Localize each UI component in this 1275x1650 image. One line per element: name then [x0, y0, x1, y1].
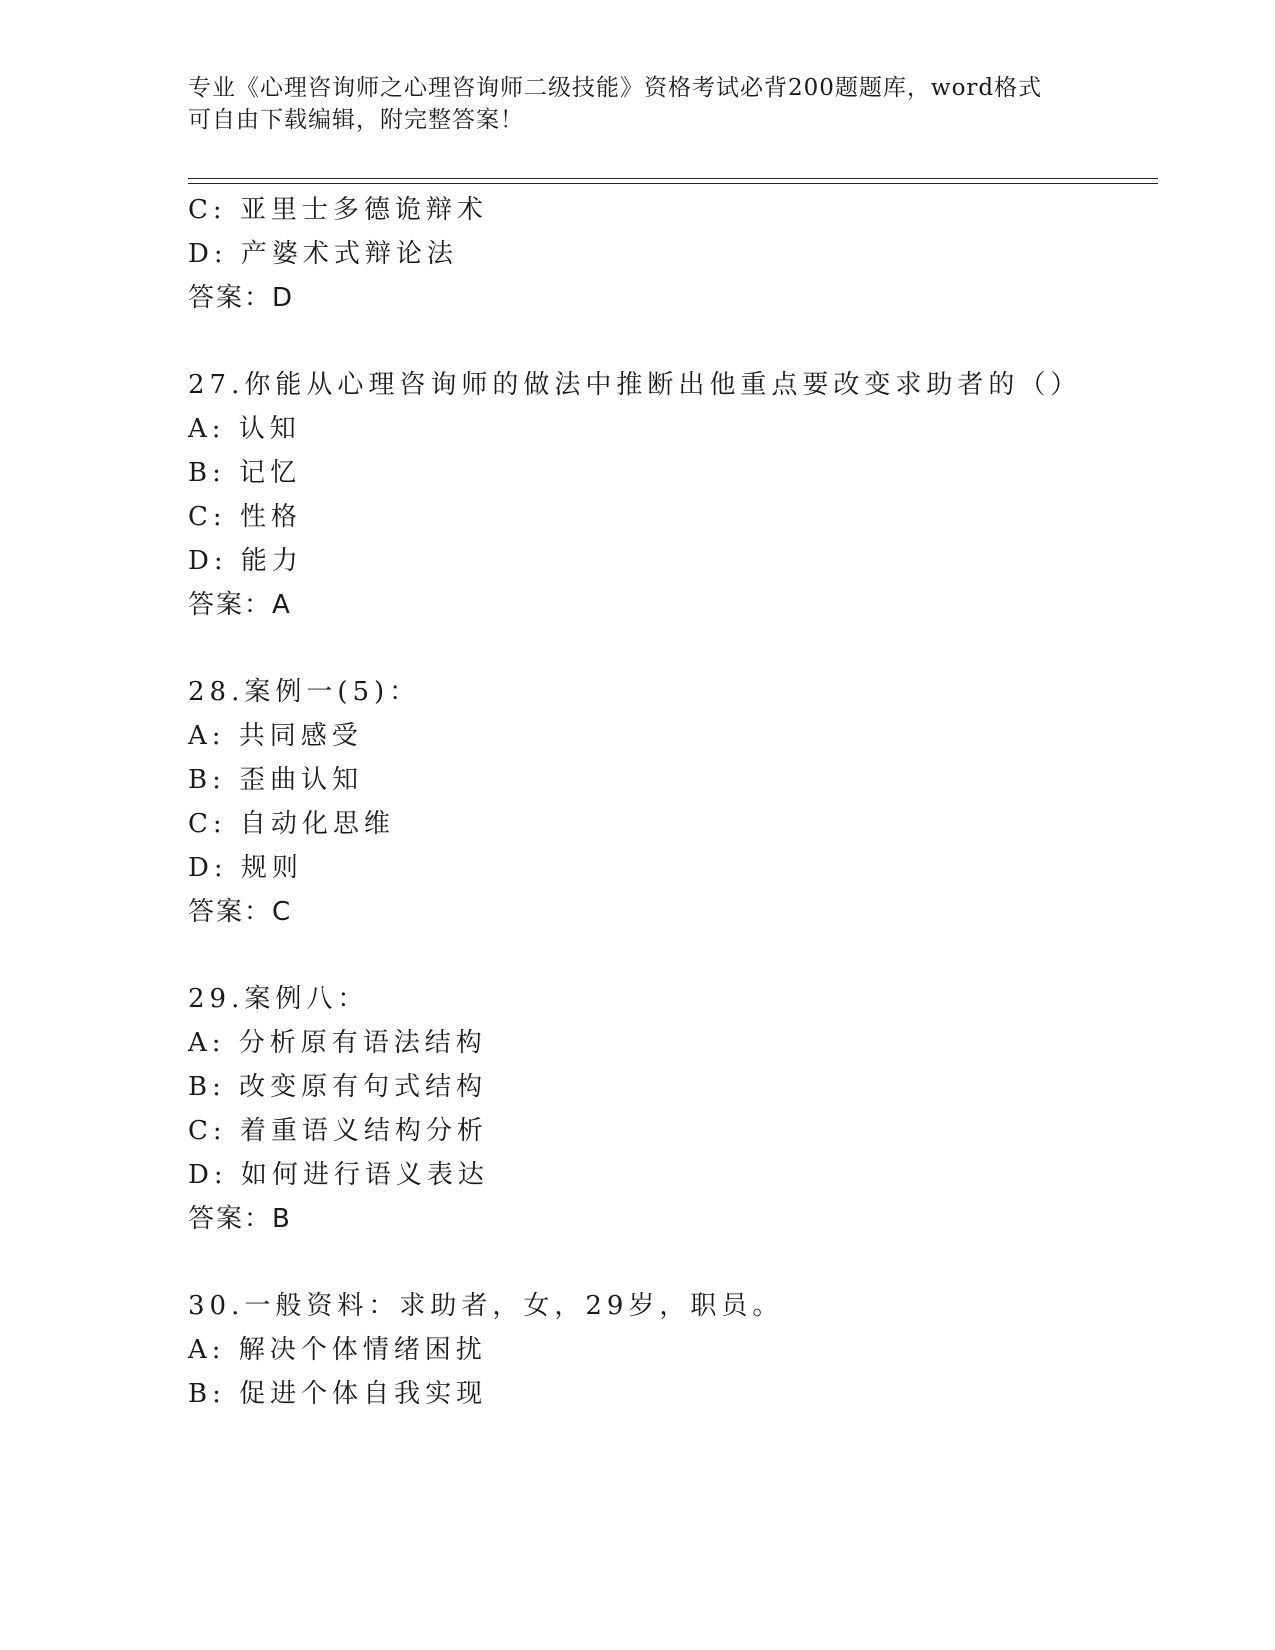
q28-option-c: C: 自动化思维: [188, 809, 395, 839]
q26-option-c: C: 亚里士多德诡辩术: [188, 195, 488, 225]
header-title-line-2: 可自由下载编辑，附完整答案！: [188, 107, 524, 133]
q29-stem: 29.案例八：: [188, 984, 369, 1014]
q28-stem: 28.案例一(5)：: [188, 677, 421, 707]
q27-option-d: D: 能力: [188, 546, 303, 576]
q27-option-a: A: 认知: [188, 414, 301, 444]
q30-option-b: B: 促进个体自我实现: [188, 1379, 488, 1409]
document-header: [188, 72, 1088, 136]
q28-answer: 答案：C: [188, 897, 293, 927]
q29-option-d: D: 如何进行语义表达: [188, 1160, 489, 1190]
q29-option-c: C: 着重语义结构分析: [188, 1116, 488, 1146]
q26-option-d: D: 产婆术式辩论法: [188, 239, 458, 269]
q30-stem: 30.一般资料：求助者，女，29岁，职员。: [188, 1291, 784, 1321]
q27-answer: 答案：A: [188, 590, 292, 620]
q29-option-b: B: 改变原有句式结构: [188, 1072, 488, 1102]
q27-stem: 27.你能从心理咨询师的做法中推断出他重点要改变求助者的（）: [188, 370, 1082, 400]
q29-answer: 答案：B: [188, 1204, 292, 1234]
header-divider-bottom: [188, 183, 1158, 184]
header-divider-top: [188, 178, 1158, 179]
q30-option-a: A: 解决个体情绪困扰: [188, 1335, 487, 1365]
q29-option-a: A: 分析原有语法结构: [188, 1028, 487, 1058]
header-title-line-1: 专业《心理咨询师之心理咨询师二级技能》资格考试必背200题题库，word格式: [188, 75, 1043, 101]
q28-option-d: D: 规则: [188, 853, 303, 883]
q26-answer: 答案：D: [188, 283, 295, 313]
q28-option-a: A: 共同感受: [188, 721, 363, 751]
q27-option-b: B: 记忆: [188, 458, 302, 488]
q27-option-c: C: 性格: [188, 502, 302, 532]
q28-option-b: B: 歪曲认知: [188, 765, 364, 795]
